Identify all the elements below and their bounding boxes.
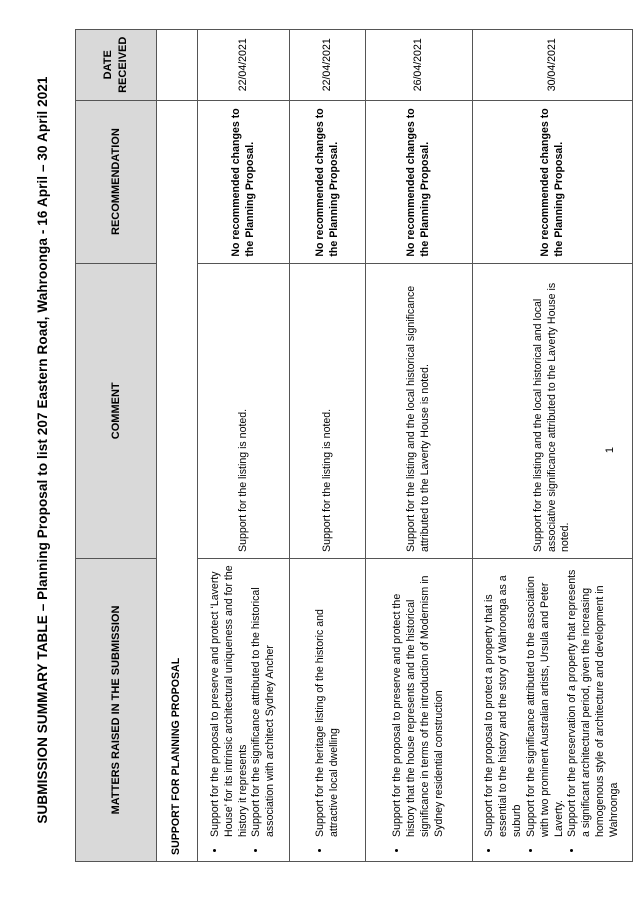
section-heading: SUPPORT FOR PLANNING PROPOSAL: [157, 100, 198, 861]
column-header-matters: MATTERS RAISED IN THE SUBMISSION: [76, 558, 157, 861]
date-received-cell: 22/04/2021: [290, 30, 366, 101]
recommendation-cell: No recommended changes to the Planning Proposal.: [366, 100, 473, 263]
column-header-comment: COMMENT: [76, 263, 157, 558]
matter-item: • Support for the proposal to preserve and protect the history that the house represents and the historical significance in terms of the introduction of Modernism in Sydney residential construction: [391, 565, 447, 839]
comment-cell: Support for the listing and the local historical significance attributed to the Laverty House is noted.: [366, 263, 473, 558]
matter-item: • Support for the significance attributed to the historical association with architect Sydney Ancher: [250, 565, 278, 839]
matters-list: [314, 565, 342, 855]
page-number: 1: [604, 446, 616, 454]
submission-summary-table: [75, 29, 633, 862]
header-row: [76, 30, 157, 862]
table-row: [366, 30, 473, 862]
matter-item: • Support for the proposal to protect a property that is essential to the history and the story of Wahroonga as a suburb: [483, 565, 525, 839]
matter-item: • Support for the preservation of a property that represents a significant architectural period, given the increasing homogenous style of architecture and development in Wahroonga: [566, 565, 622, 839]
date-received-cell: 30/04/2021: [473, 30, 633, 101]
date-received-cell: 26/04/2021: [366, 30, 473, 101]
matter-item: • Support for the heritage listing of the historic and attractive local dwelling: [314, 565, 342, 839]
matters-list: [209, 565, 279, 855]
section-row: [157, 30, 198, 862]
matters-list: [391, 565, 447, 855]
comment-cell: Support for the listing and the local historical and local associative significance attributed to the Laverty House is noted.: [473, 263, 633, 558]
matters-cell: [366, 558, 473, 861]
table-row: [198, 30, 290, 862]
recommendation-cell: No recommended changes to the Planning Proposal.: [198, 100, 290, 263]
recommendation-cell: No recommended changes to the Planning Proposal.: [473, 100, 633, 263]
recommendation-cell: No recommended changes to the Planning Proposal.: [290, 100, 366, 263]
matters-list: [483, 565, 623, 855]
comment-cell: Support for the listing is noted.: [290, 263, 366, 558]
section-blank-cell: [157, 30, 198, 101]
matters-cell: [290, 558, 366, 861]
column-header-recommendation: RECOMMENDATION: [76, 100, 157, 263]
comment-cell: Support for the listing is noted.: [198, 263, 290, 558]
table-row: [290, 30, 366, 862]
matters-cell: [198, 558, 290, 861]
page-title: SUBMISSION SUMMARY TABLE – Planning Proposal to list 207 Eastern Road, Wahroonga - 16 April – 30 April 2021: [35, 76, 50, 824]
column-header-date: DATE RECEIVED: [76, 30, 157, 101]
matter-item: • Support for the significance attributed to the association with two prominent Australian artists, Ursula and Peter Laverty.: [525, 565, 567, 839]
matter-item: • Support for the proposal to preserve and protect ‘Laverty House’ for its intrinsic architectural uniqueness and for the history it represents: [209, 565, 251, 839]
date-received-cell: 22/04/2021: [198, 30, 290, 101]
